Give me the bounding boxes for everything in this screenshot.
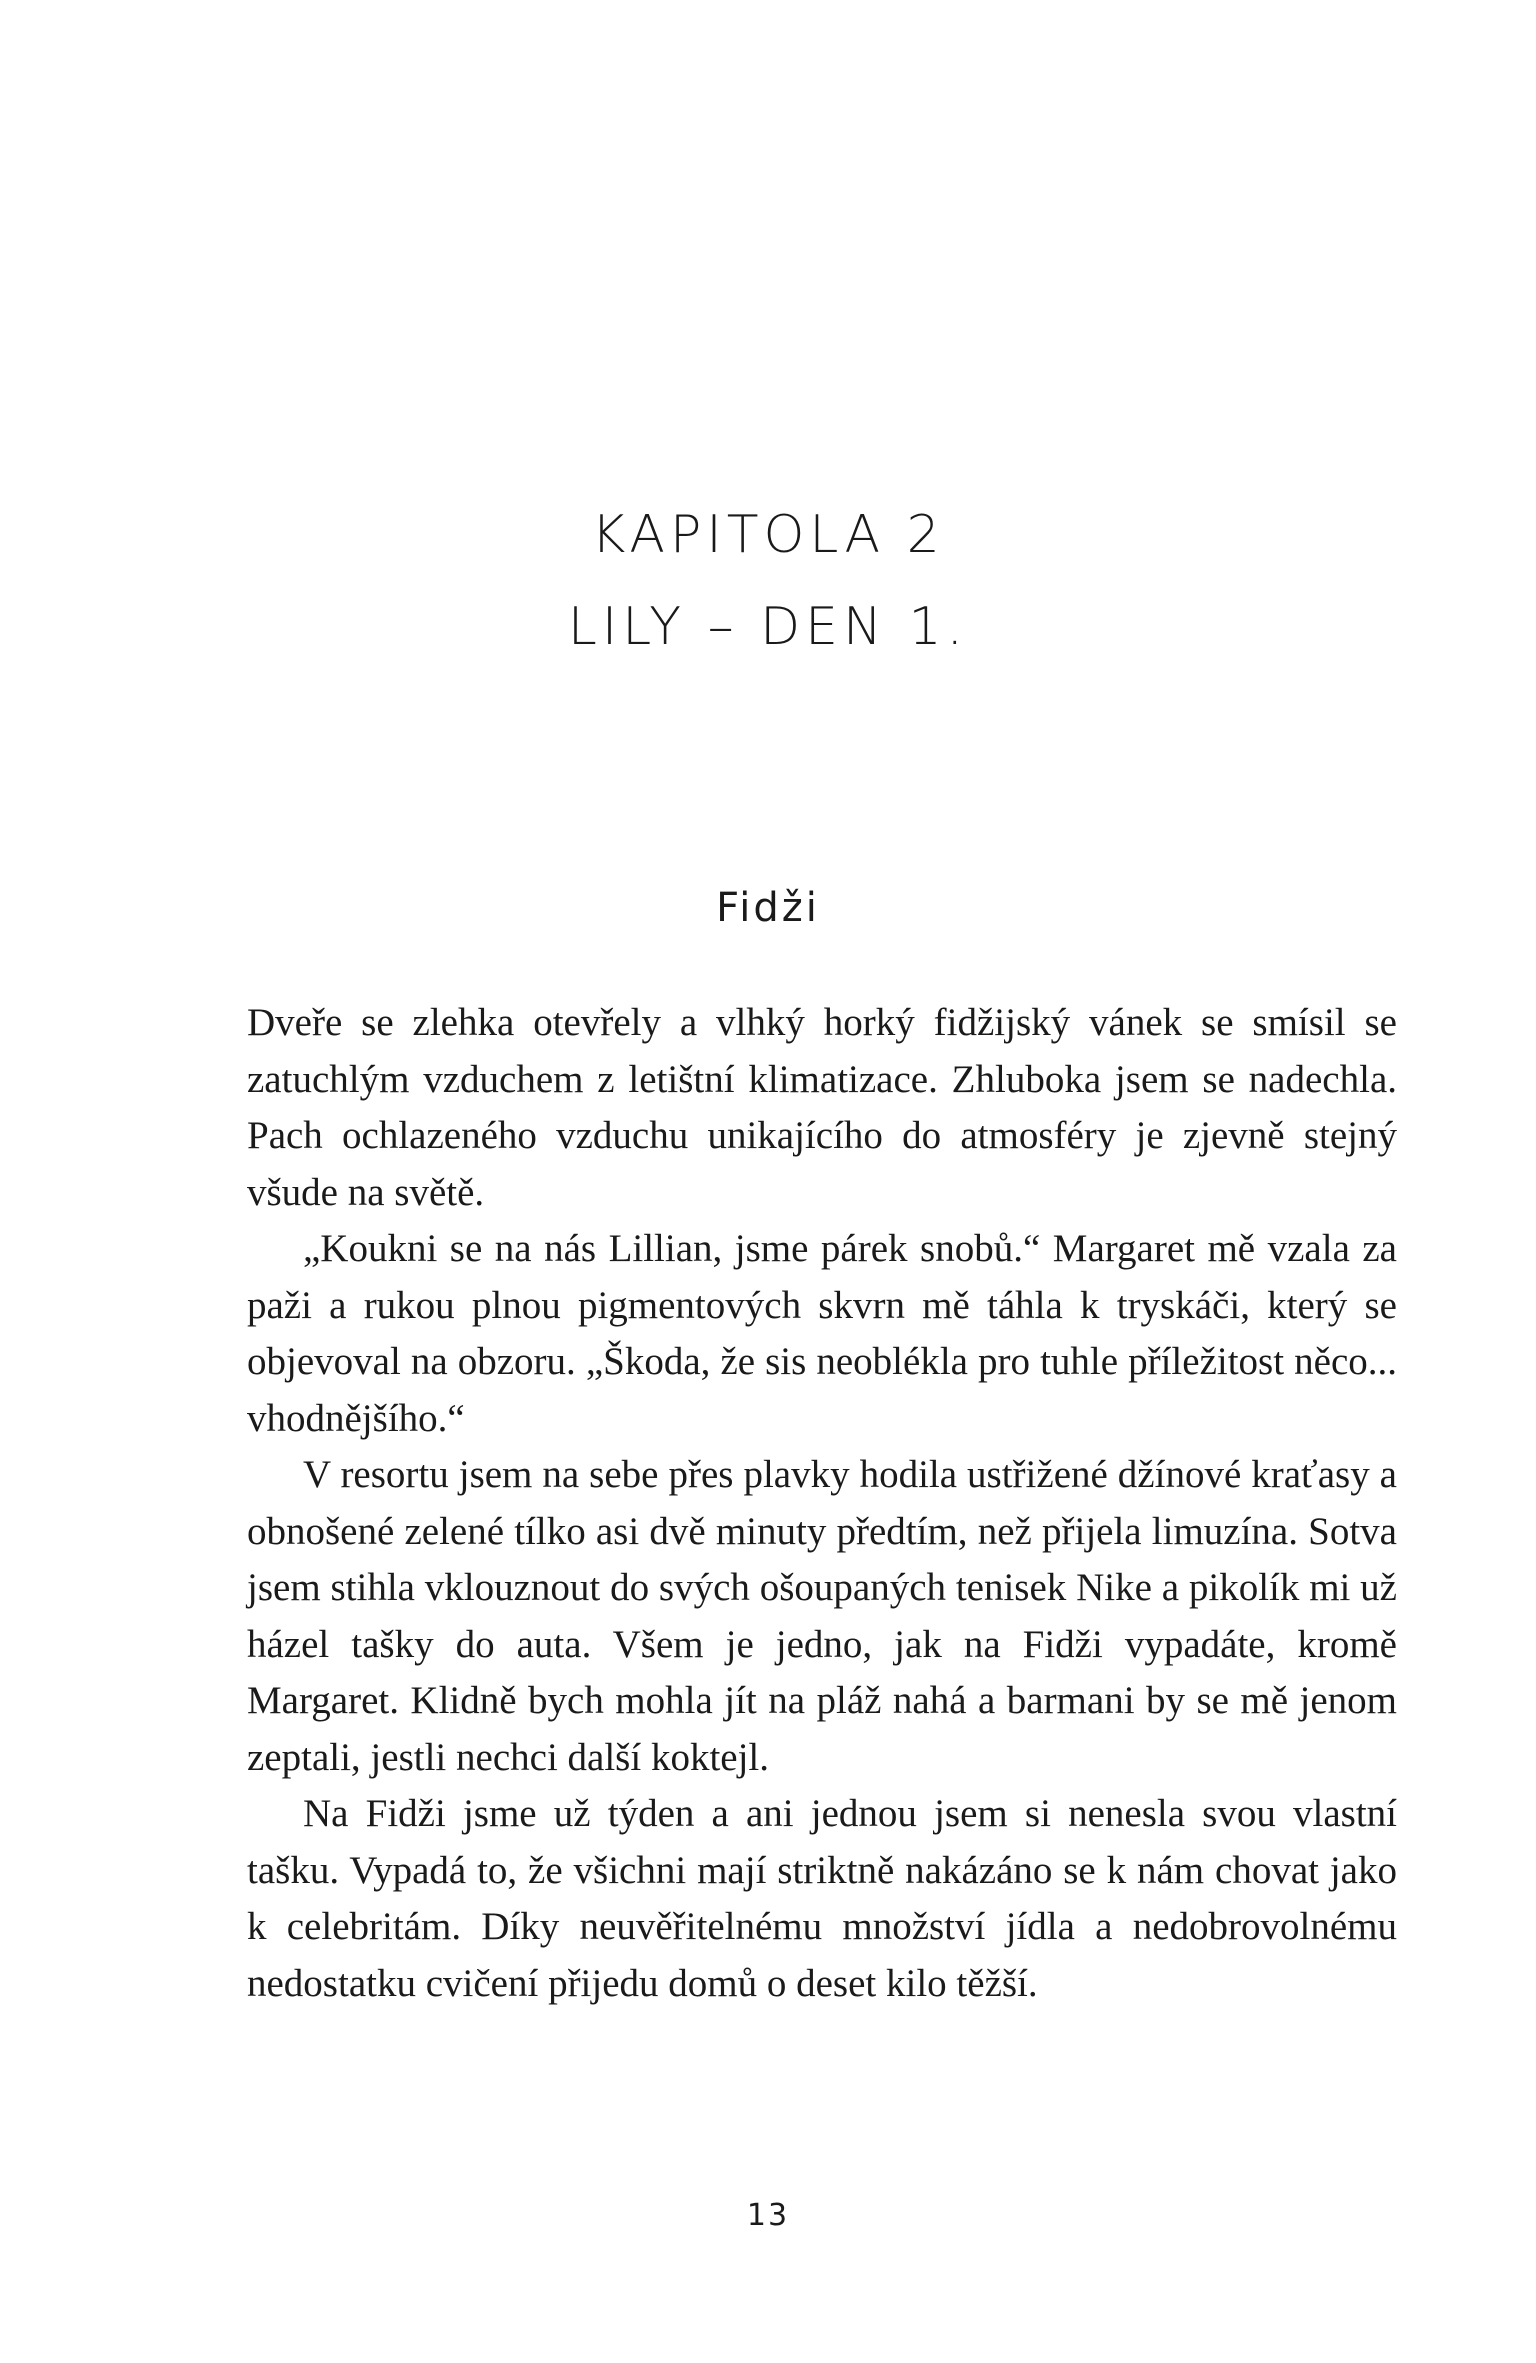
page-number: 13 [746, 2198, 790, 2233]
paragraph-4: Na Fidži jsme už týden a ani jednou jsem si nenesla svou vlastní tašku. Vypadá to, že všichni mají striktně nakázáno se k nám chovat jako k celebritám. Díky neuvěřitelnému množství jídla a nedobrovolnému nedostatku cvičení přijedu domů o deset kilo těžší. [247, 1792, 1397, 2005]
paragraph-1: Dveře se zlehka otevřely a vlhký horký fidžijský vánek se smísil se zatuchlým vzduchem z letištní klimatizace. Zhluboka jsem se nadechla. Pach ochlazeného vzduchu unikajícího do atmosféry je zjevně stejný všude na světě. [247, 1001, 1397, 1214]
chapter-number: KAPITOLA 2 [591, 505, 945, 565]
paragraph-2: „Koukni se na nás Lillian, jsme párek snobů.“ Margaret mě vzala za paži a rukou plnou pigmentových skvrn mě táhla k tryskáči, který se objevoval na obzoru. „Škoda, že sis neoblékla pro tuhle příležitost něco... vhodnějšího.“ [247, 1227, 1397, 1440]
paragraph-3: V resortu jsem na sebe přes plavky hodila ustřižené džínové kraťasy a obnošené zelené tílko asi dvě minuty předtím, než přijela limuzína. Sotva jsem stihla vklouznout do svých ošoupaných tenisek Nike a pikolík mi už házel tašky do auta. Všem je jedno, jak na Fidži vypadáte, kromě Margaret. Klidně bych mohla jít na pláž nahá a barmani by se mě jenom zeptali, jestli nechci další koktejl. [247, 1453, 1397, 1779]
section-title: Fidži [716, 885, 820, 931]
chapter-subtitle: LILY – DEN 1. [567, 597, 969, 657]
body-text [247, 995, 1397, 2012]
